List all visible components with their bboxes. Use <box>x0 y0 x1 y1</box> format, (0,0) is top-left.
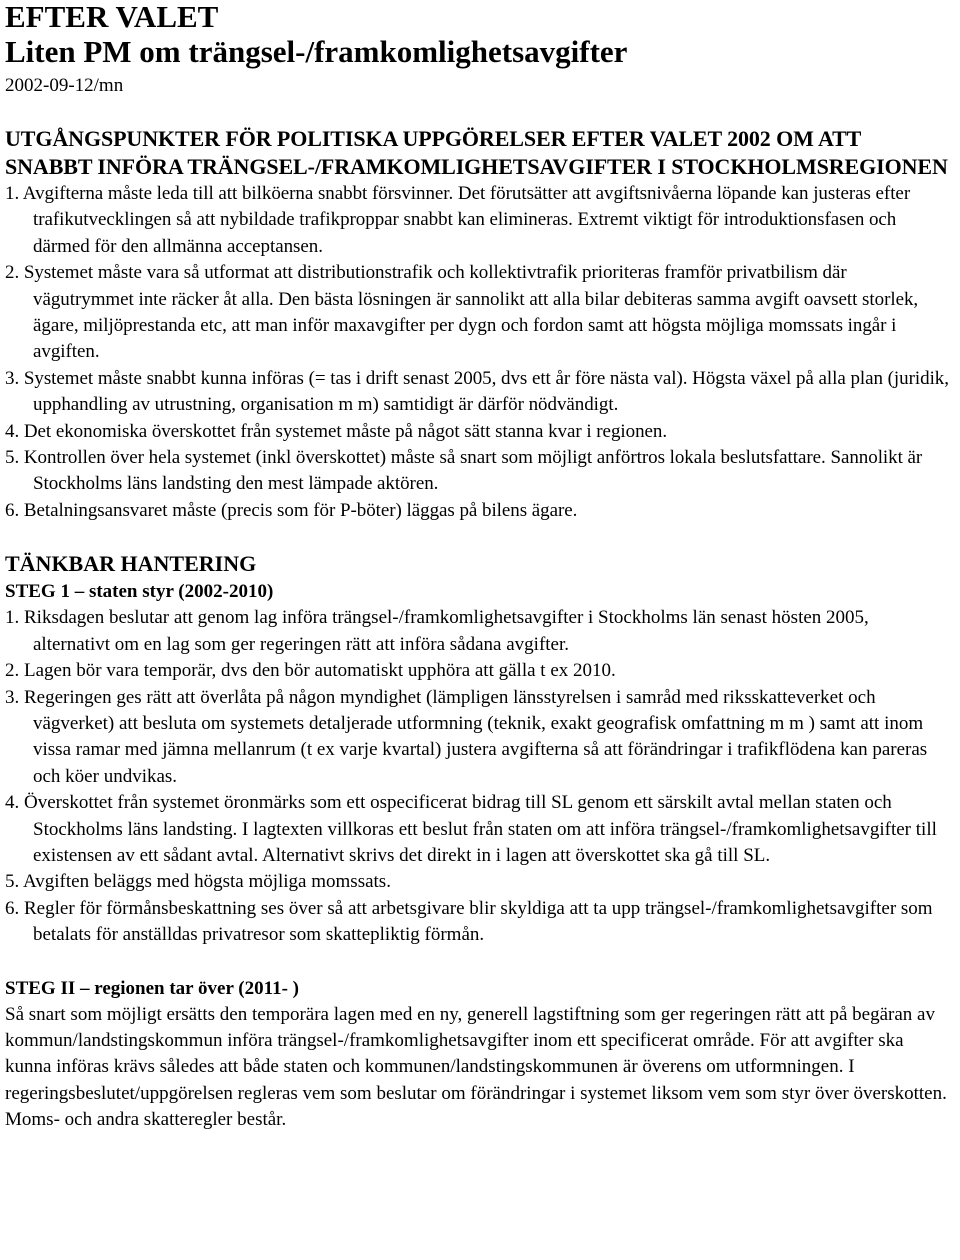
document-subtitle: Liten PM om trängsel-/framkomlighetsavgifter <box>5 34 628 69</box>
list-item: 6. Regler för förmånsbeskattning ses över så att arbetsgivare blir skyldiga att ta upp trängsel-/framkomlighetsavgifter som betalats för anställdas privatresor som skattepliktig förmån. <box>5 897 933 946</box>
list-item: 4. Det ekonomiska överskottet från systemet måste på något sätt stanna kvar i regionen. <box>5 420 668 442</box>
section-heading-tankbar-hantering: TÄNKBAR HANTERING <box>5 551 257 577</box>
list-item: 1. Riksdagen beslutar att genom lag införa trängsel-/framkomlighetsavgifter i Stockholms län senast hösten 2005, alternativt om en lag som ger regeringen rätt att införa sådana avgifter. <box>5 607 869 655</box>
list-item: 2. Lagen bör vara temporär, dvs den bör automatiskt upphöra att gälla t ex 2010. <box>5 660 616 682</box>
list-item: 5. Kontrollen över hela systemet (inkl överskottet) måste så snart som möjligt anförtros lokala beslutsfattare. Sannolikt är Stockholms läns landsting den mest lämpade aktören. <box>5 447 923 495</box>
section-heading-utgangspunkter: UTGÅNGSPUNKTER FÖR POLITISKA UPPGÖRELSER EFTER VALET 2002 OM ATT SNABBT INFÖRA TRÄNGSEL-/FRAMKOMLIGHETSAVGIFTER I STOCKHOLMSREGIONEN <box>5 126 948 179</box>
step-2-heading: STEG II – regionen tar över (2011- ) <box>5 977 299 999</box>
step-1-heading: STEG 1 – staten styr (2002-2010) <box>5 581 274 603</box>
list-item: 4. Överskottet från systemet öronmärks som ett ospecificerat bidrag till SL genom ett särskilt avtal mellan staten och Stockholms läns landsting. I lagtexten villkoras ett beslut från staten om att införa trängsel-/framkomlighetsavgifter till existensen av ett sådant avtal. Alternativt skrivs det direkt in i lagen att överskottet ska gå till SL. <box>5 792 937 866</box>
list-item: 1. Avgifterna måste leda till att bilköerna snabbt försvinner. Det förutsätter att avgiftsnivåerna löpande kan justeras efter trafikutvecklingen så att nybildade trafikproppar snabbt kan elimineras. Extremt viktigt för introduktionsfasen och därmed för den allmänna acceptansen. <box>5 183 911 257</box>
document-date: 2002-09-12/mn <box>5 75 124 96</box>
premises-list <box>5 181 950 524</box>
step-1-list <box>5 605 950 948</box>
document-title: EFTER VALET <box>5 0 219 34</box>
list-item: 5. Avgiften beläggs med högsta möjliga momssats. <box>5 871 391 893</box>
list-item: 2. Systemet måste vara så utformat att distributionstrafik och kollektivtrafik prioriteras framför privatbilism där vägutrymmet inte räcker åt alla. Den bästa lösningen är sannolikt att alla bilar debiteras samma avgift oavsett storlek, ägare, miljöprestanda etc, att man inför maxavgifter per dygn och fordon samt att högsta möjliga momssats ingår i avgiften. <box>5 262 919 363</box>
list-item: 6. Betalningsansvaret måste (precis som för P-böter) läggas på bilens ägare. <box>5 499 578 521</box>
step-2-paragraph: Så snart som möjligt ersätts den temporära lagen med en ny, generell lagstiftning som ger regeringen rätt att på begäran av kommun/landstingskommun införa trängsel-/framkomlighetsavgifter inom ett specificerat område. För att avgifter ska kunna införas krävs således att både staten och kommunen/landstingskommunen är överens om utformningen. I regeringsbeslutet/uppgörelsen regleras vem som beslutar om förändringar i systemet liksom vem som styr över överskotten. Moms- och andra skatteregler består. <box>5 1003 947 1131</box>
list-item: 3. Regeringen ges rätt att överlåta på någon myndighet (lämpligen länsstyrelsen i samråd med riksskatteverket och vägverket) att besluta om systemets detaljerade utformning (teknik, exakt geografisk omfattning m m ) samt att inom vissa ramar med jämna mellanrum (t ex varje kvartal) justera avgifterna så att förändringar i trafikflödena kan pareras och köer undvikas. <box>5 686 928 787</box>
list-item: 3. Systemet måste snabbt kunna införas (= tas i drift senast 2005, dvs ett år före nästa val). Högsta växel på alla plan (juridik, upphandling av utrustning, organisation m m) samtidigt är därför nödvändigt. <box>5 367 949 416</box>
